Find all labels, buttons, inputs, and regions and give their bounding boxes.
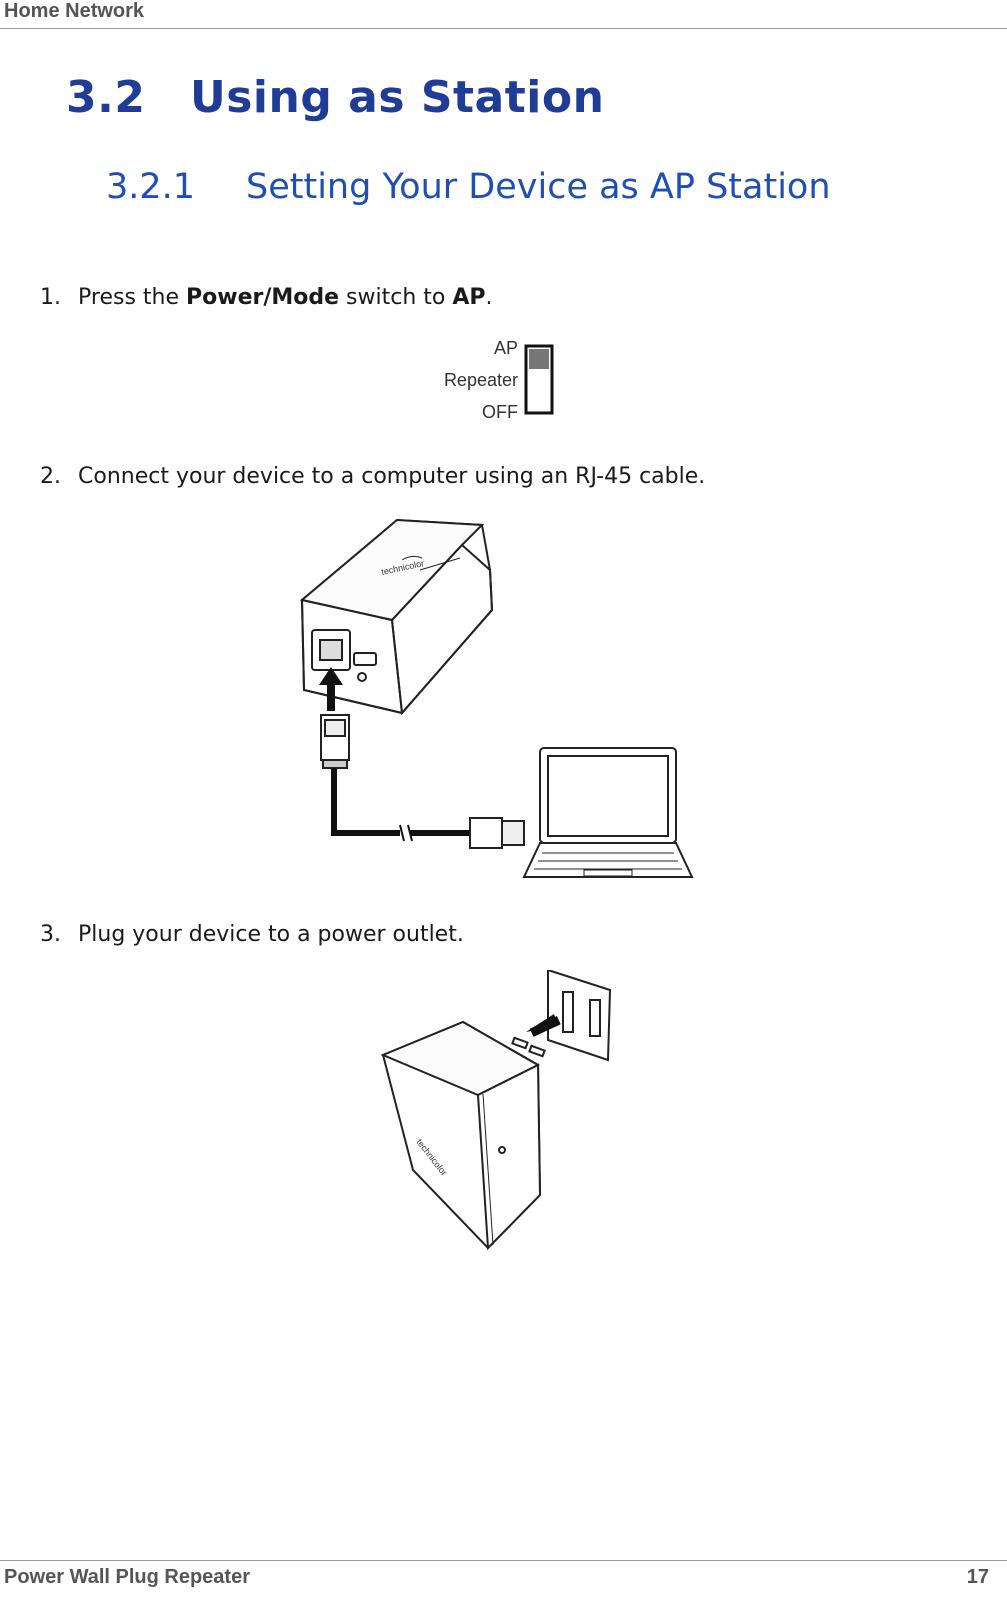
running-header: Home Network xyxy=(4,0,145,22)
subsection-heading xyxy=(106,167,831,207)
rj45-connection-figure xyxy=(292,515,702,890)
section-number: 3.2 xyxy=(66,72,146,123)
subsection-title: Setting Your Device as AP Station xyxy=(246,167,831,207)
section-heading xyxy=(66,72,604,123)
power-outlet-figure xyxy=(378,970,618,1255)
switch-label-repeater: Repeater xyxy=(443,370,518,390)
rj45-plug-lower xyxy=(470,818,524,848)
section-title: Using as Station xyxy=(190,72,605,123)
wall-outlet-illustration xyxy=(548,970,610,1060)
power-mode-switch-figure xyxy=(430,336,560,426)
svg-text:technicolor: technicolor xyxy=(380,558,425,577)
footer-product-name: Power Wall Plug Repeater xyxy=(4,1566,250,1588)
switch-label-off: OFF xyxy=(482,402,518,422)
ethernet-cable xyxy=(334,768,470,833)
step-3: 3. Plug your device to a power outlet. xyxy=(40,922,464,947)
rj45-plug-upper xyxy=(321,715,349,768)
step-1: 1. Press the Power/Mode switch to AP. xyxy=(40,285,493,310)
repeater-plug-illustration xyxy=(383,1022,545,1248)
laptop-illustration xyxy=(524,748,692,877)
subsection-number: 3.2.1 xyxy=(106,167,196,207)
ap-label: AP xyxy=(452,285,486,310)
step-number: 3. xyxy=(40,922,61,947)
switch-label-ap: AP xyxy=(493,338,518,358)
step-number: 2. xyxy=(40,464,61,489)
power-mode-label: Power/Mode xyxy=(186,285,340,310)
page-number: 17 xyxy=(966,1566,989,1588)
header-rule xyxy=(0,28,1007,29)
switch-knob xyxy=(529,349,549,369)
footer-rule xyxy=(0,1560,1007,1561)
step-number: 1. xyxy=(40,285,61,310)
step-2: 2. Connect your device to a computer using an RJ-45 cable. xyxy=(40,464,706,489)
svg-text:technicolor: technicolor xyxy=(414,1137,450,1178)
